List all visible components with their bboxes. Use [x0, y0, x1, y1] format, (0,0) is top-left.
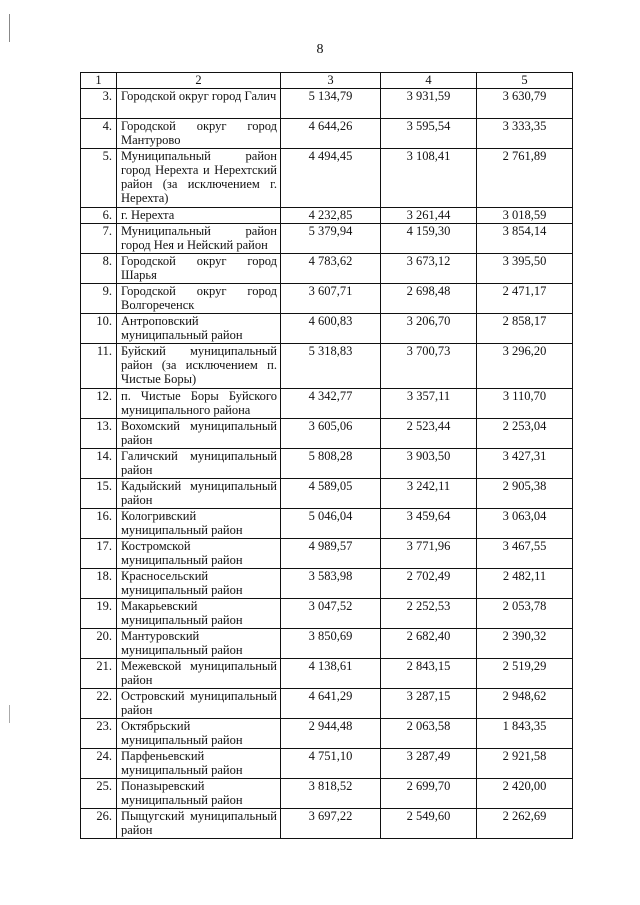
- value-col3-cell: 4 641,29: [281, 689, 381, 719]
- row-number-cell: 21.: [81, 659, 117, 689]
- value-col4-cell: 3 459,64: [381, 509, 477, 539]
- district-name-cell: Поназыревский муниципальный район: [117, 779, 281, 809]
- header-cell: 4: [381, 73, 477, 89]
- row-number-cell: 17.: [81, 539, 117, 569]
- district-name-cell: Межевской муниципальный район: [117, 659, 281, 689]
- value-col3-cell: 4 138,61: [281, 659, 381, 689]
- value-col3-cell: 3 697,22: [281, 809, 381, 839]
- row-number-cell: 22.: [81, 689, 117, 719]
- district-name-cell: Кадыйский муниципальный район: [117, 479, 281, 509]
- district-name-cell: Галичский муниципальный район: [117, 449, 281, 479]
- value-col5-cell: 2 858,17: [477, 314, 573, 344]
- value-col5-cell: 1 843,35: [477, 719, 573, 749]
- row-number-cell: 11.: [81, 344, 117, 389]
- row-number-cell: 13.: [81, 419, 117, 449]
- row-number-cell: 7.: [81, 224, 117, 254]
- value-col5-cell: 2 948,62: [477, 689, 573, 719]
- header-cell: 5: [477, 73, 573, 89]
- value-col5-cell: 2 053,78: [477, 599, 573, 629]
- table-row: [81, 599, 573, 629]
- value-col4-cell: 3 206,70: [381, 314, 477, 344]
- value-col4-cell: 2 523,44: [381, 419, 477, 449]
- value-col4-cell: 3 700,73: [381, 344, 477, 389]
- value-col4-cell: 2 699,70: [381, 779, 477, 809]
- district-name-cell: Антроповский муниципальный район: [117, 314, 281, 344]
- value-col4-cell: 3 287,15: [381, 689, 477, 719]
- value-col5-cell: 3 063,04: [477, 509, 573, 539]
- table-row: [81, 149, 573, 208]
- value-col4-cell: 3 673,12: [381, 254, 477, 284]
- value-col5-cell: 2 390,32: [477, 629, 573, 659]
- district-name-cell: Островский муниципальный район: [117, 689, 281, 719]
- table-row: [81, 419, 573, 449]
- row-number-cell: 15.: [81, 479, 117, 509]
- value-col3-cell: 3 047,52: [281, 599, 381, 629]
- value-col5-cell: 3 467,55: [477, 539, 573, 569]
- row-number-cell: 9.: [81, 284, 117, 314]
- value-col4-cell: 2 063,58: [381, 719, 477, 749]
- table-row: [81, 449, 573, 479]
- value-col5-cell: 3 333,35: [477, 119, 573, 149]
- table-row: [81, 208, 573, 224]
- value-col3-cell: 5 318,83: [281, 344, 381, 389]
- header-row: [81, 73, 573, 89]
- value-col4-cell: 3 287,49: [381, 749, 477, 779]
- district-name-cell: Кологривский муниципальный район: [117, 509, 281, 539]
- value-col4-cell: 3 903,50: [381, 449, 477, 479]
- value-col5-cell: 2 253,04: [477, 419, 573, 449]
- value-col4-cell: 3 261,44: [381, 208, 477, 224]
- value-col4-cell: 2 843,15: [381, 659, 477, 689]
- value-col5-cell: 2 921,58: [477, 749, 573, 779]
- value-col3-cell: 4 342,77: [281, 389, 381, 419]
- table-row: [81, 284, 573, 314]
- row-number-cell: 12.: [81, 389, 117, 419]
- value-col3-cell: 3 583,98: [281, 569, 381, 599]
- value-col3-cell: 3 818,52: [281, 779, 381, 809]
- header-cell: 1: [81, 73, 117, 89]
- value-col5-cell: 2 519,29: [477, 659, 573, 689]
- value-col4-cell: 2 698,48: [381, 284, 477, 314]
- value-col3-cell: 4 494,45: [281, 149, 381, 208]
- row-number-cell: 26.: [81, 809, 117, 839]
- value-col3-cell: 3 605,06: [281, 419, 381, 449]
- value-col5-cell: 2 761,89: [477, 149, 573, 208]
- table-row: [81, 659, 573, 689]
- margin-mark: [9, 705, 10, 723]
- value-col5-cell: 3 854,14: [477, 224, 573, 254]
- table-row: [81, 254, 573, 284]
- table-row: [81, 779, 573, 809]
- table-row: [81, 224, 573, 254]
- value-col5-cell: 3 427,31: [477, 449, 573, 479]
- row-number-cell: 10.: [81, 314, 117, 344]
- table-row: [81, 389, 573, 419]
- district-name-cell: Городской округ город Шарья: [117, 254, 281, 284]
- table-row: [81, 314, 573, 344]
- value-col5-cell: 3 296,20: [477, 344, 573, 389]
- table-row: [81, 344, 573, 389]
- district-name-cell: Пыщугский муниципальный район: [117, 809, 281, 839]
- header-cell: 2: [117, 73, 281, 89]
- district-name-cell: Городской округ город Волгореченск: [117, 284, 281, 314]
- district-name-cell: Красносельский муниципальный район: [117, 569, 281, 599]
- row-number-cell: 14.: [81, 449, 117, 479]
- value-col3-cell: 4 232,85: [281, 208, 381, 224]
- value-col4-cell: 2 252,53: [381, 599, 477, 629]
- row-number-cell: 18.: [81, 569, 117, 599]
- district-name-cell: Мантуровский муниципальный район: [117, 629, 281, 659]
- value-col4-cell: 3 357,11: [381, 389, 477, 419]
- table-row: [81, 569, 573, 599]
- row-number-cell: 6.: [81, 208, 117, 224]
- row-number-cell: 16.: [81, 509, 117, 539]
- value-col3-cell: 5 808,28: [281, 449, 381, 479]
- value-col5-cell: 2 420,00: [477, 779, 573, 809]
- value-col4-cell: 3 595,54: [381, 119, 477, 149]
- row-number-cell: 25.: [81, 779, 117, 809]
- row-number-cell: 8.: [81, 254, 117, 284]
- table-body: [81, 89, 573, 839]
- row-number-cell: 23.: [81, 719, 117, 749]
- district-name-cell: Октябрьский муниципальный район: [117, 719, 281, 749]
- value-col5-cell: 3 395,50: [477, 254, 573, 284]
- value-col3-cell: 2 944,48: [281, 719, 381, 749]
- value-col5-cell: 3 018,59: [477, 208, 573, 224]
- table-row: [81, 119, 573, 149]
- value-col5-cell: 3 110,70: [477, 389, 573, 419]
- district-name-cell: Городской округ город Галич: [117, 89, 281, 119]
- value-col4-cell: 2 702,49: [381, 569, 477, 599]
- table-row: [81, 509, 573, 539]
- district-name-cell: Муниципальный район город Нерехта и Нерехтский район (за исключением г. Нерехта): [117, 149, 281, 208]
- row-number-cell: 24.: [81, 749, 117, 779]
- row-number-cell: 5.: [81, 149, 117, 208]
- district-name-cell: п. Чистые Боры Буйского муниципального района: [117, 389, 281, 419]
- value-col5-cell: 2 905,38: [477, 479, 573, 509]
- page-number: 8: [316, 42, 324, 57]
- header-cell: 3: [281, 73, 381, 89]
- value-col3-cell: 4 644,26: [281, 119, 381, 149]
- district-name-cell: Муниципальный район город Нея и Нейский район: [117, 224, 281, 254]
- value-col4-cell: 3 771,96: [381, 539, 477, 569]
- district-name-cell: Парфеньевский муниципальный район: [117, 749, 281, 779]
- table-row: [81, 629, 573, 659]
- value-col3-cell: 4 751,10: [281, 749, 381, 779]
- row-number-cell: 20.: [81, 629, 117, 659]
- value-col4-cell: 2 549,60: [381, 809, 477, 839]
- value-col3-cell: 5 134,79: [281, 89, 381, 119]
- district-name-cell: Костромской муниципальный район: [117, 539, 281, 569]
- value-col3-cell: 4 589,05: [281, 479, 381, 509]
- row-number-cell: 4.: [81, 119, 117, 149]
- value-col3-cell: 3 850,69: [281, 629, 381, 659]
- table-row: [81, 749, 573, 779]
- value-col5-cell: 2 471,17: [477, 284, 573, 314]
- value-col4-cell: 2 682,40: [381, 629, 477, 659]
- district-name-cell: Буйский муниципальный район (за исключением п. Чистые Боры): [117, 344, 281, 389]
- value-col4-cell: 3 108,41: [381, 149, 477, 208]
- value-col5-cell: 2 482,11: [477, 569, 573, 599]
- table-row: [81, 809, 573, 839]
- value-col3-cell: 5 046,04: [281, 509, 381, 539]
- value-col3-cell: 3 607,71: [281, 284, 381, 314]
- table-row: [81, 89, 573, 119]
- district-name-cell: Вохомский муниципальный район: [117, 419, 281, 449]
- table-row: [81, 479, 573, 509]
- margin-mark: [9, 14, 10, 42]
- district-name-cell: г. Нерехта: [117, 208, 281, 224]
- value-col4-cell: 3 242,11: [381, 479, 477, 509]
- value-col3-cell: 5 379,94: [281, 224, 381, 254]
- row-number-cell: 3.: [81, 89, 117, 119]
- value-col4-cell: 3 931,59: [381, 89, 477, 119]
- district-name-cell: Городской округ город Мантурово: [117, 119, 281, 149]
- row-number-cell: 19.: [81, 599, 117, 629]
- value-col3-cell: 4 783,62: [281, 254, 381, 284]
- value-col3-cell: 4 600,83: [281, 314, 381, 344]
- table-row: [81, 539, 573, 569]
- district-name-cell: Макарьевский муниципальный район: [117, 599, 281, 629]
- table-row: [81, 719, 573, 749]
- data-table: [80, 72, 573, 839]
- value-col4-cell: 4 159,30: [381, 224, 477, 254]
- value-col3-cell: 4 989,57: [281, 539, 381, 569]
- value-col5-cell: 2 262,69: [477, 809, 573, 839]
- table-row: [81, 689, 573, 719]
- value-col5-cell: 3 630,79: [477, 89, 573, 119]
